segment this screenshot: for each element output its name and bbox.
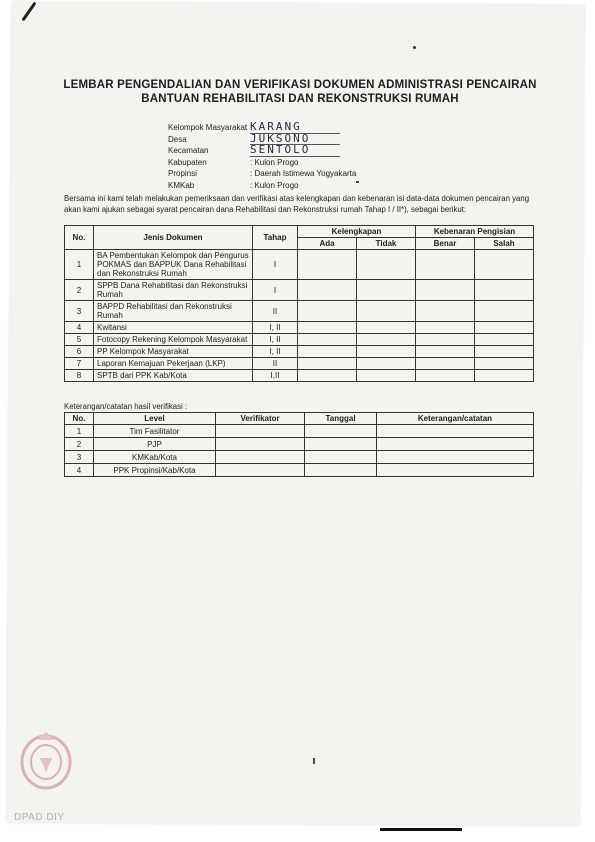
cell-keterangan: [376, 425, 533, 438]
info-label: Propinsi: [168, 169, 197, 178]
document-checklist-table: [64, 225, 534, 382]
row-no: 2: [65, 438, 94, 451]
ink-dot: [413, 46, 416, 49]
table-row: [65, 250, 534, 280]
document-title: [60, 78, 540, 106]
table-row: [65, 438, 534, 451]
row-tahap: I, II: [253, 334, 298, 346]
table-row: [65, 358, 534, 370]
cell-verifikator: [216, 425, 305, 438]
verification-notes-table: [64, 412, 534, 477]
cell-salah: [475, 301, 534, 322]
cell-benar: [416, 301, 475, 322]
row-level: Tim Fasilitator: [94, 425, 216, 438]
row-no: 1: [65, 425, 94, 438]
row-jenis: SPTB dari PPK Kab/Kota: [94, 370, 253, 382]
info-value-handwritten: SENTOLO: [250, 145, 340, 157]
table-row: [65, 334, 534, 346]
row-no: 3: [65, 301, 94, 322]
row-jenis: Kwitansi: [94, 322, 253, 334]
header-jenis: Jenis Dokumen: [94, 226, 253, 250]
archive-watermark: DPAD DIY: [14, 812, 65, 823]
cell-salah: [475, 346, 534, 358]
cell-verifikator: [216, 451, 305, 464]
info-value-text: Daerah Istimewa Yogyakarta: [254, 169, 357, 178]
table-row: [65, 425, 534, 438]
row-level: PJP: [94, 438, 216, 451]
table-row: [65, 464, 534, 477]
row-no: 2: [65, 280, 94, 301]
cell-salah: [475, 370, 534, 382]
row-jenis: BA Pembentukan Kelompok dan Pengurus POKMAS dan BAPPUK Dana Rehabilitasi dan Rekonstruksi Rumah: [94, 250, 253, 280]
cell-ada: [298, 370, 357, 382]
cell-ada: [298, 334, 357, 346]
row-tahap: II: [253, 301, 298, 322]
cell-benar: [416, 358, 475, 370]
ink-tick: [356, 181, 359, 183]
header-salah: Salah: [475, 238, 534, 250]
cell-tanggal: [305, 464, 377, 477]
info-label: Kecamatan: [168, 146, 209, 155]
header-tanggal: Tanggal: [305, 413, 377, 425]
cell-salah: [475, 280, 534, 301]
info-row-kabupaten: [168, 157, 356, 169]
cell-ada: [298, 358, 357, 370]
title-line-2: BANTUAN REHABILITASI DAN REKONSTRUKSI RUMAH: [141, 93, 459, 105]
cell-tanggal: [305, 451, 377, 464]
row-jenis: BAPPD Rehabilitasi dan Rekonstruksi Rumah: [94, 301, 253, 322]
cell-ada: [298, 280, 357, 301]
cell-tidak: [357, 322, 416, 334]
header-kebenaran: Kebenaran Pengisian: [416, 226, 534, 238]
table-header-row: [65, 413, 534, 425]
header-kelengkapan: Kelengkapan: [298, 226, 416, 238]
header-ada: Ada: [298, 238, 357, 250]
cell-salah: [475, 250, 534, 280]
cell-verifikator: [216, 464, 305, 477]
cell-salah: [475, 334, 534, 346]
intro-paragraph: Bersama ini kami telah melakukan pemeriksaan dan verifikasi atas kelengkapan dan kebenaran isi data-data dokumen pencairan yang akan kami ajukan sebagai syarat pencairan dana Rehabilitasi dan Rekonstruksi rumah Tahap I / II*), sebagai berikut:: [64, 194, 530, 214]
header-keterangan: Keterangan/catatan: [376, 413, 533, 425]
cell-keterangan: [376, 451, 533, 464]
cell-tidak: [357, 250, 416, 280]
table-row: [65, 451, 534, 464]
header-no: No.: [65, 226, 94, 250]
cell-tidak: [357, 334, 416, 346]
header-tahap: Tahap: [253, 226, 298, 250]
cell-benar: [416, 370, 475, 382]
info-value: : Kulon Progo: [250, 180, 299, 190]
cell-keterangan: [376, 438, 533, 451]
info-label: Kelompok Masyarakat: [168, 123, 248, 132]
info-label: Kabupaten: [168, 157, 207, 167]
cell-keterangan: [376, 464, 533, 477]
cell-benar: [416, 280, 475, 301]
cell-benar: [416, 322, 475, 334]
cell-tidak: [357, 280, 416, 301]
header-no: No.: [65, 413, 94, 425]
row-no: 4: [65, 464, 94, 477]
ink-tick: [313, 758, 315, 764]
row-no: 8: [65, 370, 94, 382]
cell-benar: [416, 334, 475, 346]
table-row: [65, 346, 534, 358]
header-level: Level: [94, 413, 216, 425]
header-tidak: Tidak: [357, 238, 416, 250]
row-tahap: I, II: [253, 346, 298, 358]
info-value: : Daerah Istimewa Yogyakarta: [250, 169, 357, 178]
row-no: 1: [65, 250, 94, 280]
cell-tidak: [357, 370, 416, 382]
table-header-row: [65, 226, 534, 238]
row-no: 7: [65, 358, 94, 370]
info-value-handwritten: KARANG: [250, 122, 340, 134]
row-jenis: SPPB Dana Rehabilitasi dan Rekonstruksi Rumah: [94, 280, 253, 301]
cell-benar: [416, 346, 475, 358]
row-jenis: PP Kelompok Masyarakat: [94, 346, 253, 358]
cell-ada: [298, 301, 357, 322]
scan-edge-bar: [380, 828, 462, 831]
info-row-propinsi: [168, 168, 356, 180]
table-row: [65, 301, 534, 322]
row-tahap: II: [253, 358, 298, 370]
cell-tanggal: [305, 438, 377, 451]
row-tahap: I: [253, 280, 298, 301]
info-row-kecamatan: [168, 145, 356, 157]
cell-verifikator: [216, 438, 305, 451]
row-no: 3: [65, 451, 94, 464]
cell-tidak: [357, 358, 416, 370]
header-benar: Benar: [416, 238, 475, 250]
header-verifikator: Verifikator: [216, 413, 305, 425]
row-no: 6: [65, 346, 94, 358]
row-level: KMKab/Kota: [94, 451, 216, 464]
cell-ada: [298, 322, 357, 334]
cell-tidak: [357, 301, 416, 322]
info-value-text: Kulon Progo: [254, 157, 299, 167]
row-tahap: I,II: [253, 370, 298, 382]
cell-tanggal: [305, 425, 377, 438]
cell-salah: [475, 322, 534, 334]
notes-label: Keterangan/catatan hasil verifikasi :: [64, 402, 188, 411]
row-jenis: Fotocopy Rekening Kelompok Masyarakat: [94, 334, 253, 346]
cell-salah: [475, 358, 534, 370]
info-value-text: Kulon Progo: [254, 180, 299, 190]
cell-ada: [298, 346, 357, 358]
row-level: PPK Propinsi/Kab/Kota: [94, 464, 216, 477]
row-tahap: I: [253, 250, 298, 280]
row-no: 5: [65, 334, 94, 346]
info-label: Desa: [168, 134, 187, 144]
info-value: : Kulon Progo: [250, 157, 299, 167]
row-tahap: I, II: [253, 322, 298, 334]
info-value-handwritten: JUKSONO: [250, 134, 340, 146]
info-row-kmkab: [168, 180, 356, 192]
info-label: KMKab: [168, 180, 195, 190]
table-row: [65, 370, 534, 382]
info-block: [168, 122, 356, 191]
archive-seal-icon: [18, 728, 74, 792]
title-line-1: LEMBAR PENGENDALIAN DAN VERIFIKASI DOKUMEN ADMINISTRASI PENCAIRAN: [63, 79, 537, 91]
table-row: [65, 280, 534, 301]
table-row: [65, 322, 534, 334]
cell-ada: [298, 250, 357, 280]
cell-benar: [416, 250, 475, 280]
row-no: 4: [65, 322, 94, 334]
row-jenis: Laporan Kemajuan Pekerjaan (LKP): [94, 358, 253, 370]
cell-tidak: [357, 346, 416, 358]
